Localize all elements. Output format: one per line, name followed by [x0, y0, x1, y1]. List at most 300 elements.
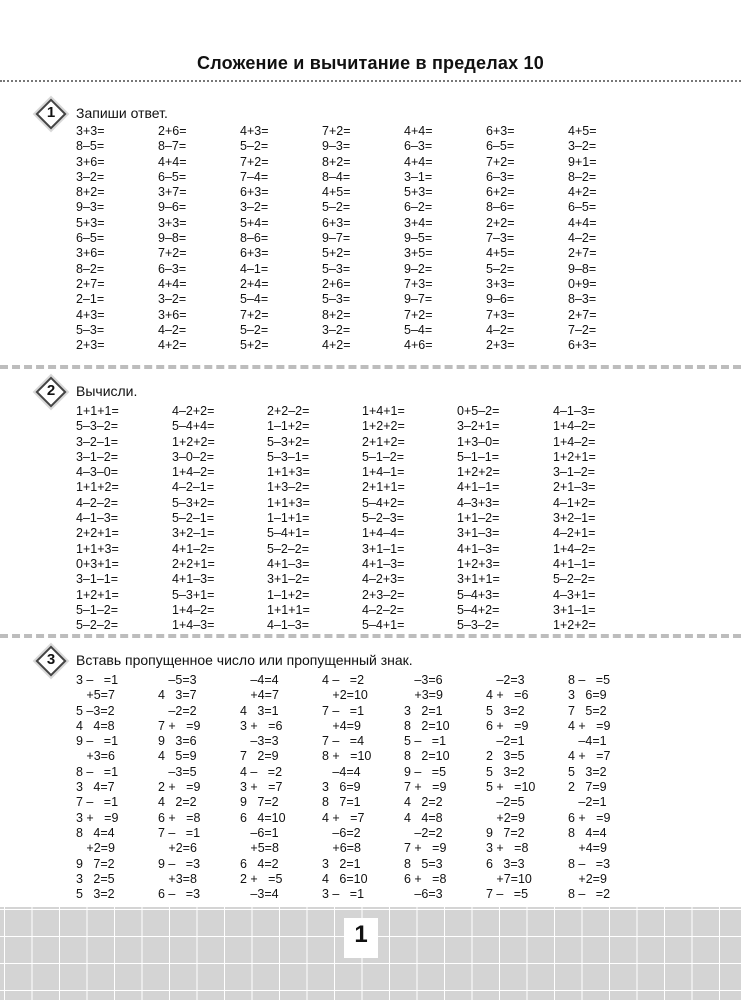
math-problem: 7 5=2: [568, 703, 607, 718]
math-problem: 4–1–3=: [267, 618, 310, 633]
math-problem: 6–3=: [158, 261, 187, 276]
math-problem: 8 – =2: [568, 887, 611, 902]
math-problem: +2=9: [568, 871, 607, 886]
math-problem: 3+1–3=: [457, 526, 500, 541]
math-problem: 4+1–3=: [267, 556, 310, 571]
math-problem: –2=1: [486, 734, 525, 749]
math-problem: 9 – =1: [76, 734, 119, 749]
math-problem: 3+3=: [158, 215, 187, 230]
math-problem: 9–8=: [568, 261, 597, 276]
math-problem: 5–4+3=: [457, 587, 500, 602]
exercise-number-badge-1: [38, 101, 64, 127]
math-problem: 4–1–3=: [76, 511, 119, 526]
math-problem: 4–1–3=: [553, 404, 596, 418]
math-problem: 2+6=: [322, 276, 351, 291]
math-problem: 4+1–2=: [172, 541, 215, 556]
math-problem: 5–2=: [486, 261, 515, 276]
math-problem: 1+2+2=: [172, 434, 215, 449]
math-problem: 8+2=: [322, 154, 351, 169]
math-problem: –4=4: [322, 764, 361, 779]
math-problem: 2+1+2=: [362, 434, 405, 449]
math-problem: 5–3=: [76, 322, 105, 337]
math-problem: 8 4=4: [76, 825, 115, 840]
math-problem: +3=9: [404, 688, 443, 703]
math-problem: 9–7=: [322, 231, 351, 246]
math-problem: 1+1+1=: [267, 602, 310, 617]
math-problem: 8–2=: [568, 169, 597, 184]
math-problem: +2=6: [158, 841, 197, 856]
math-problem: 3–2–1=: [76, 434, 119, 449]
math-problem: 7 + =9: [404, 841, 447, 856]
math-problem: 6+2=: [486, 185, 515, 200]
math-problem: 5–4+2=: [362, 495, 405, 510]
math-problem: 5–3–2=: [76, 419, 119, 434]
math-problem: 8 4=4: [568, 825, 607, 840]
math-problem: 4+4=: [158, 276, 187, 291]
math-problem: 1+4–2=: [172, 465, 215, 480]
math-problem: 4+3=: [76, 307, 105, 322]
math-problem: +4=9: [568, 841, 607, 856]
math-problem: 2+7=: [568, 246, 597, 261]
math-problem: 9–8=: [158, 231, 187, 246]
math-problem: 3–2=: [568, 139, 597, 154]
math-problem: 7–2=: [568, 322, 597, 337]
math-problem: 5–2=: [240, 322, 269, 337]
math-problem: 9 – =3: [158, 856, 201, 871]
math-problem: –6=1: [240, 825, 279, 840]
math-problem: 4–2–2=: [76, 495, 119, 510]
math-problem: 4+1–1=: [457, 480, 500, 495]
math-problem: 5–4+1=: [362, 618, 405, 633]
math-problem: 9–6=: [486, 292, 515, 307]
math-problem: 1+3–2=: [267, 480, 310, 495]
math-problem: 5–4+2=: [457, 602, 500, 617]
math-problem: –4=4: [240, 673, 279, 687]
math-problem: 7+3=: [486, 307, 515, 322]
math-problem: 2 7=9: [568, 780, 607, 795]
math-problem: 8–5=: [76, 139, 105, 154]
math-problem: 3+2–1=: [172, 526, 215, 541]
math-problem: 5–3=: [322, 261, 351, 276]
math-problem: +4=9: [322, 718, 361, 733]
math-problem: 2+7=: [76, 276, 105, 291]
math-problem: +3=8: [158, 871, 197, 886]
exercise-number: 2: [46, 382, 56, 399]
math-problem: 4–2=: [568, 231, 597, 246]
math-problem: 7+2=: [486, 154, 515, 169]
math-problem: 8+2=: [76, 185, 105, 200]
exercise-number: 3: [46, 651, 56, 668]
math-problem: 3+6=: [158, 307, 187, 322]
math-problem: 4+1–3=: [362, 556, 405, 571]
math-problem: 5–2–3=: [362, 511, 405, 526]
math-problem: 3 + =6: [240, 718, 283, 733]
math-problem: 7+3=: [404, 276, 433, 291]
math-problem: 9–6=: [158, 200, 187, 215]
math-problem: 9–3=: [322, 139, 351, 154]
math-problem: 4 3=1: [240, 703, 279, 718]
math-problem: 1+4–2=: [172, 602, 215, 617]
math-problem: 3+6=: [76, 246, 105, 261]
math-problem: 6+3=: [240, 246, 269, 261]
math-problem: 4 + =9: [568, 718, 611, 733]
math-problem: 8 7=1: [322, 795, 361, 810]
math-problem: +3=6: [76, 749, 115, 764]
math-problem: 3+1–1=: [553, 602, 596, 617]
math-problem: 4 2=2: [158, 795, 197, 810]
math-problem: 5–3+1=: [172, 587, 215, 602]
math-problem: 5–2–1=: [172, 511, 215, 526]
math-problem: 7 – =4: [322, 734, 365, 749]
math-problem: 3 2=1: [404, 703, 443, 718]
math-problem: 4–2=: [158, 322, 187, 337]
math-problem: 2 3=5: [486, 749, 525, 764]
math-problem: 4–3+3=: [457, 495, 500, 510]
math-problem: 8 – =3: [568, 856, 611, 871]
math-problem: 7–4=: [240, 169, 269, 184]
math-problem: 2+1–3=: [553, 480, 596, 495]
math-problem: 4 5=9: [158, 749, 197, 764]
math-problem: 3+1–2=: [267, 572, 310, 587]
math-problem: 2+2=: [486, 215, 515, 230]
math-problem: –2=1: [568, 795, 607, 810]
math-problem: 2+4=: [240, 276, 269, 291]
math-problem: 5–3–2=: [457, 618, 500, 633]
math-problem: 3+3=: [76, 124, 105, 138]
math-problem: 7+2=: [158, 246, 187, 261]
math-problem: 1+2+2=: [362, 419, 405, 434]
math-problem: 5 3=2: [486, 764, 525, 779]
math-problem: 5+2=: [240, 338, 269, 353]
math-problem: 0+3+1=: [76, 556, 119, 571]
math-problem: 3–2=: [322, 322, 351, 337]
math-problem: 4+2=: [322, 338, 351, 353]
math-problem: 1+2+1=: [553, 449, 596, 464]
exercise-grid-3: [76, 673, 650, 902]
exercise-heading: Запиши ответ.: [76, 105, 168, 121]
math-problem: –2=3: [486, 673, 525, 687]
math-problem: +5=8: [240, 841, 279, 856]
math-problem: 3–1–2=: [76, 449, 119, 464]
math-problem: 3+6=: [76, 154, 105, 169]
math-problem: 5–3+2=: [267, 434, 310, 449]
math-problem: 4 – =2: [240, 764, 283, 779]
math-problem: 5–2–2=: [553, 572, 596, 587]
math-problem: 5 –3=2: [76, 703, 115, 718]
math-problem: 4 2=2: [404, 795, 443, 810]
math-problem: 7 – =5: [486, 887, 529, 902]
math-problem: 9 – =5: [404, 764, 447, 779]
math-problem: 9–3=: [76, 200, 105, 215]
math-problem: 5 – =1: [404, 734, 447, 749]
math-problem: 6–3=: [404, 139, 433, 154]
math-problem: 6 4=2: [240, 856, 279, 871]
math-problem: 4–2=: [486, 322, 515, 337]
math-problem: 3–2+1=: [457, 419, 500, 434]
math-problem: 5+2=: [322, 246, 351, 261]
math-problem: 1+1+3=: [267, 465, 310, 480]
math-problem: 1+1+3=: [76, 541, 119, 556]
exercise-heading: Вставь пропущенное число или пропущенный знак.: [76, 652, 413, 668]
math-problem: 2+2+1=: [76, 526, 119, 541]
math-problem: 4+4=: [404, 124, 433, 138]
math-problem: 8–2=: [76, 261, 105, 276]
math-problem: 2+7=: [568, 307, 597, 322]
math-problem: –5=3: [158, 673, 197, 687]
math-problem: 3+1+1=: [457, 572, 500, 587]
math-problem: 4+5=: [322, 185, 351, 200]
math-problem: 9 7=2: [486, 825, 525, 840]
math-problem: 4+5=: [486, 246, 515, 261]
math-problem: 7+2=: [404, 307, 433, 322]
math-problem: 1+2+2=: [457, 465, 500, 480]
math-problem: –4=1: [568, 734, 607, 749]
math-problem: 4–1=: [240, 261, 269, 276]
math-problem: 4–2–1=: [172, 480, 215, 495]
math-problem: 4+2=: [568, 185, 597, 200]
math-problem: –3=4: [240, 887, 279, 902]
math-problem: 9 7=2: [76, 856, 115, 871]
math-problem: 9+1=: [568, 154, 597, 169]
math-problem: 8–7=: [158, 139, 187, 154]
math-problem: 2 + =9: [158, 780, 201, 795]
math-problem: 8 2=10: [404, 749, 450, 764]
math-problem: 6 3=3: [486, 856, 525, 871]
math-problem: 6 – =3: [158, 887, 201, 902]
math-problem: 1–1+2=: [267, 419, 310, 434]
math-problem: 3 + =9: [76, 810, 119, 825]
math-problem: 4 + =7: [322, 810, 365, 825]
math-problem: 1+4–1=: [362, 465, 405, 480]
math-problem: 5–3+2=: [172, 495, 215, 510]
math-problem: 3+5=: [404, 246, 433, 261]
math-problem: 7+2=: [240, 154, 269, 169]
math-problem: 2+3=: [486, 338, 515, 353]
math-problem: 1+3–0=: [457, 434, 500, 449]
math-problem: 2 + =5: [240, 871, 283, 886]
math-problem: 3–1–2=: [553, 465, 596, 480]
math-problem: 3 – =1: [76, 673, 119, 687]
math-problem: 5 3=2: [568, 764, 607, 779]
math-problem: 2+3–2=: [362, 587, 405, 602]
math-problem: 6–5=: [158, 169, 187, 184]
math-problem: 5–2=: [240, 139, 269, 154]
math-problem: 4+4=: [568, 215, 597, 230]
exercise-grid-2: [76, 404, 648, 633]
math-problem: 5–1–2=: [76, 602, 119, 617]
math-problem: 1–1+1=: [267, 511, 310, 526]
math-problem: 5–3=: [322, 292, 351, 307]
math-problem: 7–3=: [486, 231, 515, 246]
math-problem: 1+4–2=: [553, 541, 596, 556]
math-problem: 3+7=: [158, 185, 187, 200]
math-problem: 2+2+1=: [172, 556, 215, 571]
math-problem: +2=9: [76, 841, 115, 856]
math-problem: 7 + =9: [158, 718, 201, 733]
math-problem: 5–1–1=: [457, 449, 500, 464]
math-problem: 1+2+3=: [457, 556, 500, 571]
math-problem: 5+3=: [76, 215, 105, 230]
math-problem: 6 4=10: [240, 810, 286, 825]
math-problem: 0+5–2=: [457, 404, 500, 418]
math-problem: 0+9=: [568, 276, 597, 291]
math-problem: 8 – =1: [76, 764, 119, 779]
exercise-number-badge-3: [38, 648, 64, 674]
math-problem: 4–3–0=: [76, 465, 119, 480]
math-problem: 5 3=2: [76, 887, 115, 902]
math-problem: 3+4=: [404, 215, 433, 230]
math-problem: 6+3=: [322, 215, 351, 230]
math-problem: 7 – =1: [158, 825, 201, 840]
math-problem: 5–3–1=: [267, 449, 310, 464]
math-problem: 4+1–3=: [172, 572, 215, 587]
math-problem: 4+4=: [404, 154, 433, 169]
math-problem: 3 6=9: [568, 688, 607, 703]
exercise-grid-1: [76, 124, 650, 353]
math-problem: 3 2=5: [76, 871, 115, 886]
math-problem: 1–1+2=: [267, 587, 310, 602]
math-problem: 4+1–1=: [553, 556, 596, 571]
math-problem: 3+2–1=: [553, 511, 596, 526]
math-problem: 6–5=: [486, 139, 515, 154]
math-problem: 1+1+3=: [267, 495, 310, 510]
math-problem: 1+4–3=: [172, 618, 215, 633]
exercise-heading: Вычисли.: [76, 383, 138, 399]
math-problem: 1+4–2=: [553, 434, 596, 449]
math-problem: 4–2+2=: [172, 404, 215, 418]
math-problem: 5 3=2: [486, 703, 525, 718]
math-problem: 3–2=: [76, 169, 105, 184]
math-problem: 4 4=8: [404, 810, 443, 825]
math-problem: 4+3=: [240, 124, 269, 138]
math-problem: 5–2–2=: [76, 618, 119, 633]
math-problem: 8 – =5: [568, 673, 611, 687]
math-problem: 4+4=: [158, 154, 187, 169]
math-problem: 8 2=10: [404, 718, 450, 733]
math-problem: 8–6=: [486, 200, 515, 215]
math-problem: 5–2=: [322, 200, 351, 215]
math-problem: 6 + =9: [486, 718, 529, 733]
math-problem: 3–2=: [158, 292, 187, 307]
math-problem: 3 2=1: [322, 856, 361, 871]
math-problem: 4 + =6: [486, 688, 529, 703]
math-problem: 8–3=: [568, 292, 597, 307]
math-problem: 8 + =10: [322, 749, 372, 764]
math-problem: 2+1+1=: [362, 480, 405, 495]
math-problem: –2=2: [158, 703, 197, 718]
math-problem: 4–2+1=: [553, 526, 596, 541]
math-problem: +6=8: [322, 841, 361, 856]
math-problem: 5–4+1=: [267, 526, 310, 541]
math-problem: –3=6: [404, 673, 443, 687]
math-problem: 9–7=: [404, 292, 433, 307]
math-problem: 3+3=: [486, 276, 515, 291]
math-problem: 5+4=: [240, 215, 269, 230]
math-problem: 4+1–3=: [457, 541, 500, 556]
section-divider: [0, 634, 741, 638]
math-problem: 6–3=: [486, 169, 515, 184]
math-problem: 4+6=: [404, 338, 433, 353]
math-problem: 5–2–2=: [267, 541, 310, 556]
math-problem: 4 6=10: [322, 871, 368, 886]
page-title: Сложение и вычитание в пределах 10: [197, 53, 544, 73]
page-number: 1: [354, 921, 368, 948]
math-problem: 6 + =9: [568, 810, 611, 825]
math-problem: 4 3=7: [158, 688, 197, 703]
math-problem: 4+2=: [158, 338, 187, 353]
exercise-number-badge-2: [38, 379, 64, 405]
math-problem: 4–2–2=: [362, 602, 405, 617]
math-problem: 7 – =1: [76, 795, 119, 810]
math-problem: –2=5: [486, 795, 525, 810]
math-problem: 1+1+1=: [76, 404, 119, 418]
math-problem: 2+6=: [158, 124, 187, 138]
math-problem: 5–4=: [240, 292, 269, 307]
math-problem: 3 – =1: [322, 887, 365, 902]
math-problem: 1+4–4=: [362, 526, 405, 541]
math-problem: 8 5=3: [404, 856, 443, 871]
math-problem: 2+2–2=: [267, 404, 310, 418]
math-problem: 6–5=: [76, 231, 105, 246]
math-problem: –6=2: [322, 825, 361, 840]
math-problem: 5+3=: [404, 185, 433, 200]
math-problem: 6+3=: [568, 338, 597, 353]
math-problem: 8–6=: [240, 231, 269, 246]
title-divider: [0, 80, 741, 82]
math-problem: 1+4–2=: [553, 419, 596, 434]
math-problem: 6–5=: [568, 200, 597, 215]
math-problem: 3–1=: [404, 169, 433, 184]
math-problem: 1+2+2=: [553, 618, 596, 633]
math-problem: 9 3=6: [158, 734, 197, 749]
math-problem: 6–2=: [404, 200, 433, 215]
math-problem: 6 + =8: [158, 810, 201, 825]
math-problem: 4 4=8: [76, 718, 115, 733]
math-problem: 5–4=: [404, 322, 433, 337]
math-problem: 3 4=7: [76, 780, 115, 795]
math-problem: 4+5=: [568, 124, 597, 138]
math-problem: 3 + =7: [240, 780, 283, 795]
math-problem: –2=2: [404, 825, 443, 840]
math-problem: 9–5=: [404, 231, 433, 246]
math-problem: 7 2=9: [240, 749, 279, 764]
math-problem: +4=7: [240, 688, 279, 703]
math-problem: 3–0–2=: [172, 449, 215, 464]
math-problem: 3 + =8: [486, 841, 529, 856]
math-problem: –6=3: [404, 887, 443, 902]
math-problem: 2+3=: [76, 338, 105, 353]
math-problem: +2=9: [486, 810, 525, 825]
math-problem: 6+3=: [240, 185, 269, 200]
math-problem: 9 7=2: [240, 795, 279, 810]
math-problem: 7 + =9: [404, 780, 447, 795]
math-problem: 3 6=9: [322, 780, 361, 795]
math-problem: 1+4+1=: [362, 404, 405, 418]
math-problem: 4–3+1=: [553, 587, 596, 602]
math-problem: 8+2=: [322, 307, 351, 322]
math-problem: 3–1–1=: [76, 572, 119, 587]
math-problem: 6+3=: [486, 124, 515, 138]
math-problem: +7=10: [486, 871, 532, 886]
math-problem: 7+2=: [240, 307, 269, 322]
math-problem: 2–1=: [76, 292, 105, 307]
math-problem: +2=10: [322, 688, 368, 703]
math-problem: –3=3: [240, 734, 279, 749]
math-problem: 5–1–2=: [362, 449, 405, 464]
math-problem: 7 – =1: [322, 703, 365, 718]
math-problem: 4–2+3=: [362, 572, 405, 587]
math-problem: 4 + =7: [568, 749, 611, 764]
